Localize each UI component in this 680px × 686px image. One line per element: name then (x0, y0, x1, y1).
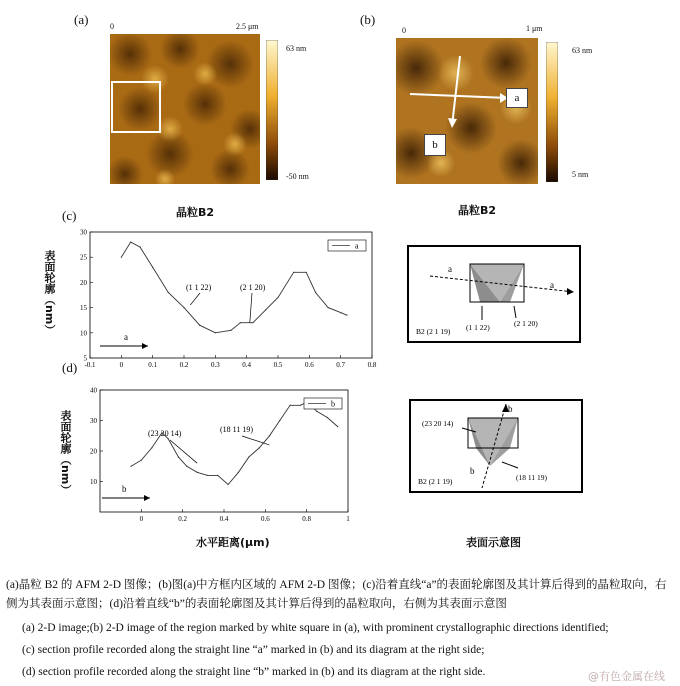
data-point (168, 292, 169, 293)
data-point (230, 330, 231, 331)
annotation-2: (18 11 19) (220, 425, 254, 434)
schematic-c-dir-right: (2 1 20) (514, 319, 538, 328)
x-tick-label: 0 (119, 361, 124, 369)
data-point (130, 466, 131, 467)
panel-d-label: (d) (62, 360, 78, 375)
data-point (197, 472, 198, 473)
schematic-d-grain: B2 (2 1 19) (418, 477, 453, 486)
caption-cn: (a)晶粒 B2 的 AFM 2-D 图像；(b)图(a)中方框内区域的 AFM 2-D 图像；(c)沿着直线“a”的表面轮廓图及其计算后得到的晶粒取向，右侧为其表面示意图；(d)沿着直线“b”的表面轮廓图及其计算后得到的晶粒取向，右侧为其表面示意图 (6, 579, 667, 610)
data-point (186, 466, 187, 467)
panel-c-label: (c) (62, 208, 77, 223)
panel-a-cbar-bottom: -50 nm (286, 172, 309, 181)
data-point (315, 292, 316, 293)
data-point (265, 310, 266, 311)
legend-label: b (331, 399, 335, 409)
x-tick-label: 0.4 (219, 515, 229, 523)
panel-b-label-b-box: b (424, 134, 446, 156)
schematic-c-dir-left: (1 1 22) (466, 323, 490, 332)
chart-c (60, 222, 390, 372)
annotation-pointer (250, 293, 252, 323)
caption-en-3: (d) section profile recorded along the straight line “b” marked in (b) and its diagram at the right side. (22, 666, 486, 678)
data-point (306, 272, 307, 273)
panel-b-label: (b) (360, 12, 376, 27)
data-point (300, 405, 301, 406)
y-tick-label: 5 (83, 354, 87, 363)
data-point (337, 426, 338, 427)
schematic-c-grain: B2 (2 1 19) (416, 327, 451, 336)
data-point (346, 315, 347, 316)
y-tick-label: 25 (80, 253, 87, 262)
panel-a-label: (a) (74, 12, 89, 27)
data-point (316, 411, 317, 412)
data-point (151, 447, 152, 448)
data-point (293, 272, 294, 273)
x-tick-label: 0.1 (148, 361, 158, 369)
y-tick-label: 10 (90, 478, 97, 486)
data-point (238, 472, 239, 473)
x-tick-label: 0.3 (210, 361, 220, 369)
x-tick-label: 0.5 (273, 361, 283, 369)
data-point (328, 307, 329, 308)
x-tick-label: 0.7 (336, 361, 346, 369)
data-point (217, 475, 218, 476)
y-tick-label: 40 (90, 386, 97, 395)
data-point (168, 438, 169, 439)
chart-d (80, 384, 370, 530)
panel-b-origin: 0 (402, 26, 406, 35)
y-tick-label: 20 (90, 447, 97, 456)
data-point (269, 435, 270, 436)
annotation-pointer (170, 440, 197, 463)
data-point (141, 460, 142, 461)
data-point (259, 447, 260, 448)
x-tick-label: 0 (139, 515, 144, 523)
series-line-a (121, 242, 347, 333)
schematic-d-dir-left: (23 20 14) (422, 419, 454, 428)
data-point (178, 457, 179, 458)
data-point (240, 322, 241, 323)
panel-a-cbar-top: 63 nm (286, 44, 307, 53)
panel-b-colorbar (546, 42, 558, 182)
panel-a-afm-image (110, 34, 260, 184)
y-tick-label: 10 (80, 329, 87, 338)
panel-d-ylabel: 表面轮廓（nm） (59, 410, 72, 496)
annotation-2: (2 1 20) (240, 283, 266, 292)
series-line-b (131, 399, 338, 484)
schematic-d-arrow-top: b (508, 404, 513, 414)
x-tick-label: 0.2 (179, 361, 189, 369)
data-point (215, 332, 216, 333)
panel-a-origin: 0 (110, 22, 114, 31)
x-tick-label: -0.1 (84, 361, 96, 369)
x-tick-label: 1 (346, 515, 350, 523)
panel-b-afm-image (396, 38, 538, 184)
y-tick-label: 20 (80, 278, 87, 287)
schematic-c-arrow-right: a (550, 280, 554, 290)
panel-b-label-a-box: a (506, 88, 528, 108)
panel-a-title: 晶粒B2 (176, 206, 215, 219)
x-tick-label: 0.6 (260, 515, 270, 523)
schematic-d-arrow-bottom: b (470, 466, 475, 476)
y-tick-label: 15 (80, 304, 87, 313)
panel-b-cbar-bottom: 5 nm (572, 170, 589, 179)
annotation-pointer (190, 293, 200, 305)
watermark: @有色金属在线 (588, 670, 665, 683)
profile-marker-head (142, 343, 148, 349)
profile-marker-label: b (122, 484, 127, 494)
schematic-c (404, 242, 584, 346)
data-point (199, 325, 200, 326)
panel-b-scale: 1 μm (526, 24, 543, 33)
data-point (290, 405, 291, 406)
data-point (248, 457, 249, 458)
profile-marker-head (144, 495, 150, 501)
annotation-1: (1 1 22) (186, 283, 212, 292)
caption-en-1: (a) 2-D image;(b) 2-D image of the region marked by white square in (a), with prominent crystallographic directions identified; (22, 622, 609, 634)
data-point (279, 420, 280, 421)
x-tick-label: 0.6 (304, 361, 314, 369)
schematic-title: 表面示意图 (466, 536, 521, 549)
schematic-d-dir-right: (18 11 19) (516, 473, 547, 482)
x-tick-label: 0.8 (367, 361, 377, 369)
legend-label: a (355, 241, 359, 251)
data-point (152, 267, 153, 268)
data-point (277, 297, 278, 298)
data-point (340, 312, 341, 313)
data-point (121, 257, 122, 258)
panel-b-title: 晶粒B2 (458, 204, 497, 217)
data-point (207, 475, 208, 476)
panel-c-ylabel: 表面轮廓（nm） (43, 250, 56, 336)
panel-a-scale: 2.5 μm (236, 22, 259, 31)
y-tick-label: 30 (90, 417, 97, 425)
panel-b-cbar-top: 63 nm (572, 46, 593, 55)
x-tick-label: 0.4 (242, 361, 252, 369)
data-point (140, 247, 141, 248)
schematic-d (406, 396, 586, 496)
data-point (130, 241, 131, 242)
x-tick-label: 0.8 (302, 515, 312, 523)
panel-a-colorbar (266, 40, 278, 180)
y-tick-label: 30 (80, 228, 87, 237)
profile-marker-label: a (124, 332, 128, 342)
data-point (228, 484, 229, 485)
x-tick-label: 0.2 (178, 515, 188, 523)
caption-en-2: (c) section profile recorded along the straight line “a” marked in (b) and its diagram at the right side; (22, 644, 485, 656)
schematic-c-arrow-left: a (448, 264, 452, 274)
x-axis-label: 水平距离(μm) (196, 536, 270, 549)
data-point (327, 417, 328, 418)
data-point (183, 307, 184, 308)
data-point (252, 322, 253, 323)
annotation-1: (23 20 14) (148, 429, 182, 438)
